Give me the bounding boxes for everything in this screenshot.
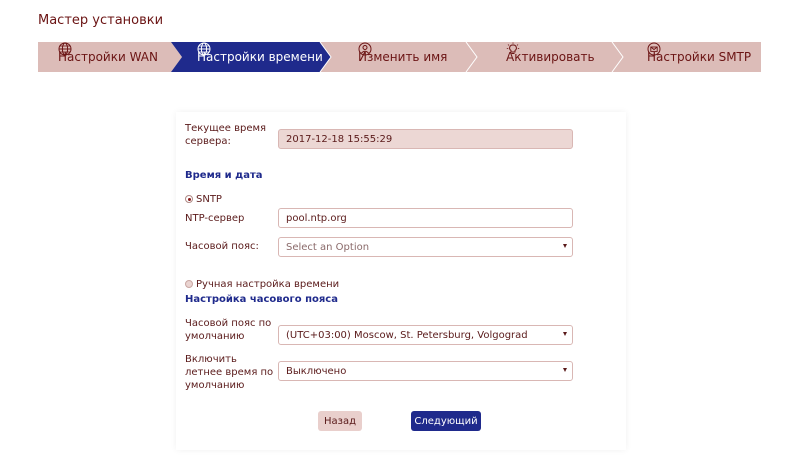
ntp-server-label: NTP-сервер xyxy=(185,213,245,224)
server-time-label: Текущее время сервера: xyxy=(185,123,267,147)
chevron-down-icon xyxy=(563,332,567,336)
wizard-step-label: Настройки WAN xyxy=(58,50,158,64)
server-time-field xyxy=(278,129,573,149)
ntp-server-value: pool.ntp.org xyxy=(286,212,347,224)
globe-icon xyxy=(197,42,211,56)
dst-label: Включить летнее время по умолчанию xyxy=(185,354,274,391)
envelope-icon xyxy=(647,42,661,56)
default-timezone-select[interactable] xyxy=(278,325,573,345)
back-button[interactable]: Назад xyxy=(318,411,362,431)
user-icon xyxy=(358,42,372,56)
ntp-server-input[interactable] xyxy=(278,208,573,228)
manual-time-radio[interactable] xyxy=(185,280,193,288)
wizard-steps xyxy=(38,42,761,72)
dst-value: Выключено xyxy=(286,365,347,377)
sntp-label: SNTP xyxy=(196,194,222,205)
manual-time-label: Ручная настройка времени xyxy=(196,279,340,290)
timezone-placeholder: Select an Option xyxy=(286,241,370,253)
default-timezone-value: (UTC+03:00) Moscow, St. Petersburg, Volgograd xyxy=(286,329,528,341)
page-title: Мастер установки xyxy=(38,13,164,28)
wizard-step-name[interactable] xyxy=(358,42,447,72)
timezone-select[interactable] xyxy=(278,237,573,257)
wizard-step-label: Настройки времени xyxy=(197,50,323,64)
time-settings-form xyxy=(176,112,626,450)
wizard-step-activate[interactable] xyxy=(506,42,595,72)
next-button[interactable]: Следующий xyxy=(411,411,481,431)
lightbulb-icon xyxy=(506,42,520,56)
chevron-down-icon xyxy=(563,368,567,372)
chevron-down-icon xyxy=(563,244,567,248)
sntp-radio[interactable] xyxy=(185,195,193,203)
timezone-label: Часовой пояс: xyxy=(185,241,259,252)
wizard-step-smtp[interactable] xyxy=(647,42,751,72)
server-time-value: 2017-12-18 15:55:29 xyxy=(286,133,393,145)
time-date-section-title: Время и дата xyxy=(185,170,263,181)
globe-icon xyxy=(58,42,72,56)
default-timezone-label: Часовой пояс по умолчанию xyxy=(185,318,272,342)
dst-select[interactable] xyxy=(278,361,573,381)
timezone-section-title: Настройка часового пояса xyxy=(185,294,338,305)
wizard-step-time[interactable] xyxy=(197,42,323,72)
wizard-step-label: Изменить имя xyxy=(358,50,448,64)
wizard-step-label: Настройки SMTP xyxy=(647,50,752,64)
wizard-step-label: Активировать xyxy=(506,50,595,64)
wizard-step-wan[interactable] xyxy=(58,42,158,72)
